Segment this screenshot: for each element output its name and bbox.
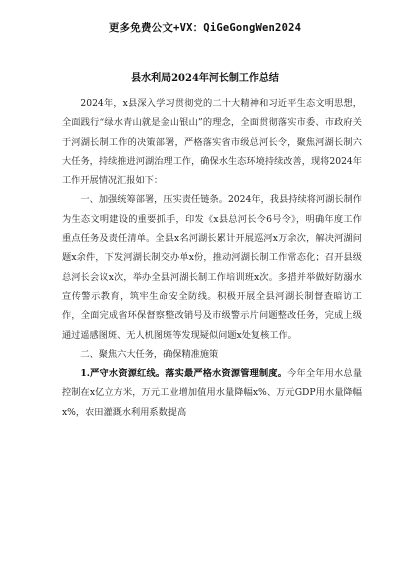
document-title: 县水利局2024年河长制工作总结 bbox=[131, 73, 279, 84]
water-resources-paragraph bbox=[62, 364, 362, 422]
water-resources-text: 今年全年用水总量控制在x亿立方米，万元工业增加值用水量降幅x%、万元GDP用水量降幅x%，农田灌溉水利用系数提高 bbox=[62, 368, 363, 418]
section-one-paragraph: 一、加强统筹部署，压实责任链条。2024年，我县持续将河湖长制作为生态文明建设的重要抓手，印发《x县总河长令6号令》，明确年度工作重点任务及责任清单。全县x名河湖长累计开展巡河x万余次，解决河湖问题x余件，下发河湖长制交办单x份，推动河湖长制工作常态化；召开县级总河长会议x次，举办全县河湖长制工作培训班x次。多措并举做好防溺水宣传警示教育，筑牢生命安全防线。积极开展全县河湖长制督查暗访工作，全面完成省环保督察整改销号及市级警示片问题整改任务，完成上级通过遥感图斑、无人机图斑等发现疑似问题x处复核工作。 bbox=[62, 194, 362, 341]
water-resources-lead: 1.严守水资源红线。落实最严格水资源管理制度。 bbox=[80, 368, 288, 380]
document-body bbox=[62, 94, 362, 422]
section-two-heading: 二、聚焦六大任务，确保精准施策 bbox=[80, 348, 219, 360]
intro-paragraph: 2024年，x县深入学习贯彻党的二十大精神和习近平生态文明思想，全面践行“绿水青山就是金山银山”的理念，全面贯彻落实市委、市政府关于河湖长制工作的决策部署，严格落实省市级总河长令，聚焦河湖长制六大任务，持续推进河湖治理工作，确保水生态环境持续改善，现将2024年工作开展情况汇报如下： bbox=[62, 98, 362, 187]
promo-header: 更多免费公文+VX：QiGeGongWen2024 bbox=[108, 22, 302, 34]
